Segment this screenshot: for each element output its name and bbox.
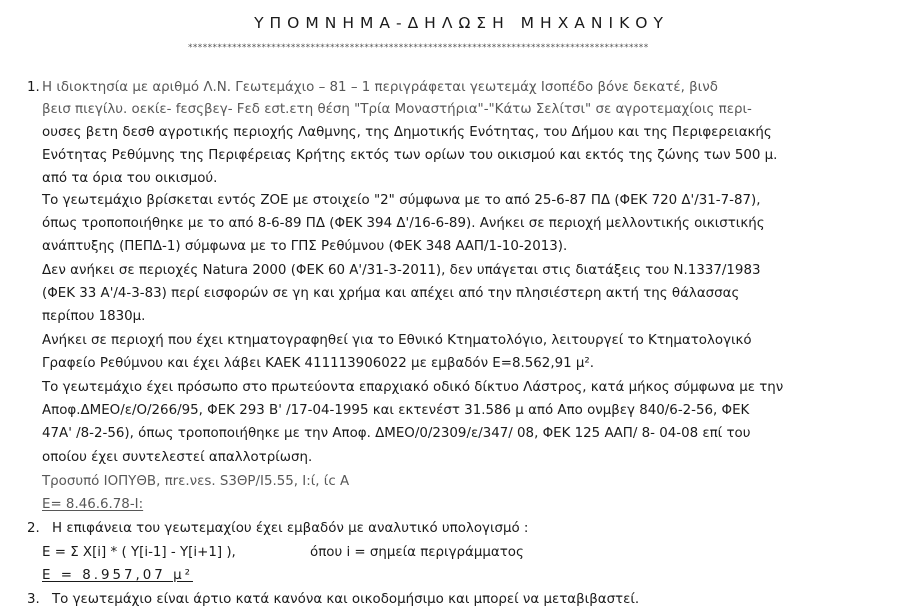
road-line-4: οποίου έχει συντελεστεί απαλλοτρίωση. [42, 450, 313, 465]
item-2-number: 2. [27, 521, 40, 536]
road-line-3: 47Α' /8-2-56), όπως τροποποιήθηκε με την Αποφ. ΔΜΕΟ/0/2309/ε/347/ 08, ΦΕΚ 125 ΑΑΠ/ 8- 04-08 επί του [42, 426, 751, 441]
item-1-line-3: ουσες βετη δεσθ αγροτικής περιοχής Λαθμνης, της Δημοτικής Ενότητας, του Δήμου και της Περιφερειακής [42, 125, 772, 140]
document-title: ΥΠΟΜΝΗΜΑ-ΔΗΛΩΣΗ ΜΗΧΑΝΙΚΟΥ [254, 14, 669, 32]
ktimatologio-line-2: Γραφείο Ρεθύμνου και έχει λάβει ΚΑΕΚ 411113906022 με εμβαδόν Ε=8.562,91 μ². [42, 356, 595, 371]
road-line-1: Το γεωτεμάχιο έχει πρόσωπο στο πρωτεύοντα επαρχιακό οδικό δίκτυο Λάστρος, κατά μήκος σύμφωνα με την [42, 380, 784, 395]
zoe-line-1: Το γεωτεμάχιο βρίσκεται εντός ΖΟΕ με στοιχείο "2" σύμφωνα με το από 25-6-87 ΠΔ (ΦΕΚ 720 Δ'/31-7-87), [42, 193, 761, 208]
ktimatologio-line-1: Ανήκει σε περιοχή που έχει κτηματογραφηθεί για το Εθνικό Κτηματολόγιο, λειτουργεί το Κτηματολογικό [42, 333, 752, 348]
natura-line-2: (ΦΕΚ 33 Α'/4-3-83) περί εισφορών σε γη και χρήμα και απέχει από την πλησιέστερη ακτή της θάλασσας [42, 286, 740, 301]
area-formula: Ε = Σ X[i] * ( Y[i-1] - Y[i+1] ), [42, 545, 236, 560]
natura-line-3: περίπου 1830μ. [42, 309, 146, 324]
zoe-line-2: όπως τροποποιήθηκε με το από 8-6-89 ΠΔ (ΦΕΚ 394 Δ'/16-6-89). Ανήκει σε περιοχή μελλοντικής οικιστικής [42, 216, 765, 231]
item-1-number: 1. [27, 80, 40, 95]
formula-note: όπου i = σημεία περιγράμματος [310, 545, 524, 560]
item-1-line-2: βεισ πιεγίλυ. οεκίε- fεσςβεγ- Fεδ εσt.ετη θέση "Τρία Μοναστήρια"-"Κάτω Σελίτσι" σε αγροτεμαχίοις περι- [42, 102, 752, 117]
item-1-line-5: από τα όρια του οικισμού. [42, 171, 218, 186]
remaining-area: Ε= 8.46.6.78-Ι: [42, 497, 144, 512]
item-1-line-4: Ενότητας Ρεθύμνης της Περιφέρειας Κρήτης εκτός των ορίων του οικισμού και εκτός της ζώνης των 500 μ. [42, 148, 778, 163]
remaining-line: Τροσυπό ΙΟΠΥΘΒ, πrε.νεs. S3ΘΡ/Ι5.55, Ι:ί, ίc Α [42, 474, 350, 489]
title-separator: ********************************************************************************************** [188, 43, 649, 53]
zoe-line-3: ανάπτυξης (ΠΕΠΔ-1) σύμφωνα με το ΓΠΣ Ρεθύμνου (ΦΕΚ 348 ΑΑΠ/1-10-2013). [42, 239, 568, 254]
item-1-line-1: Η ιδιοκτησία με αριθμό Λ.Ν. Γεωτεμάχιο – 81 – 1 περιγράφεται γεωτεμάχ Ισοπέδο βόνε δεκατέ, βινδ [42, 80, 718, 95]
item-2-text: Η επιφάνεια του γεωτεμαχίου έχει εμβαδόν με αναλυτικό υπολογισμό : [52, 521, 529, 536]
area-result: Ε = 8.957,07 μ² [42, 568, 193, 583]
item-3-number: 3. [27, 592, 40, 607]
natura-line-1: Δεν ανήκει σε περιοχές Natura 2000 (ΦΕΚ 60 Α'/31-3-2011), δεν υπάγεται στις διατάξεις του Ν.1337/1983 [42, 263, 761, 278]
road-line-2: Αποφ.ΔΜΕΟ/ε/Ο/266/95, ΦΕΚ 293 Β' /17-04-1995 και εκτενέστ 31.586 μ από Απο ονμβεγ 840/6-2-56, ΦΕΚ [42, 403, 750, 418]
item-3-text: Το γεωτεμάχιο είναι άρτιο κατά κανόνα και οικοδομήσιμο και μπορεί να μεταβιβαστεί. [52, 592, 640, 607]
